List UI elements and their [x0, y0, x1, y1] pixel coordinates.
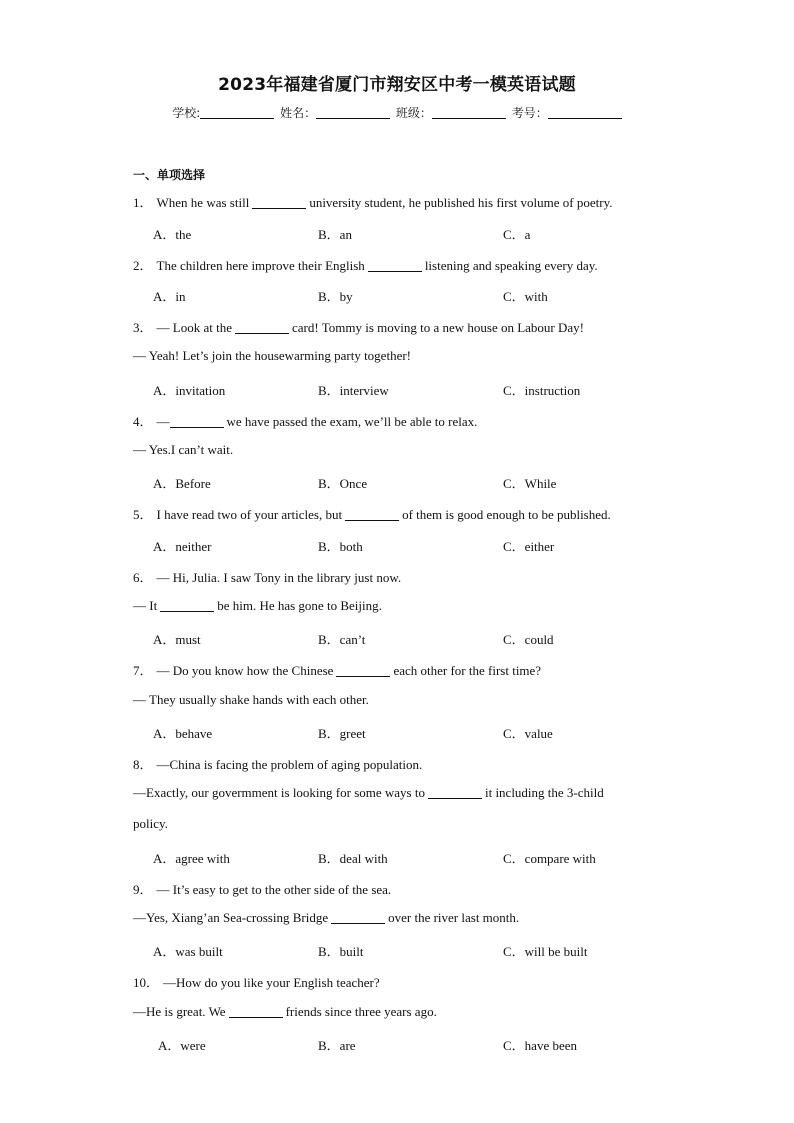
question-6-line-2 — [133, 598, 673, 614]
question-8-line-3 — [133, 816, 673, 832]
option-a[interactable]: A．was built — [153, 944, 223, 959]
option-b[interactable]: B．greet — [318, 726, 366, 741]
option-b[interactable]: B．are — [318, 1038, 356, 1053]
option-c[interactable]: C．have been — [503, 1038, 578, 1053]
exam-no-label: 考号： — [511, 106, 548, 120]
question-10-line-1 — [133, 972, 673, 991]
class-field — [396, 104, 506, 121]
question-text: —He is great. We — [133, 1004, 226, 1019]
question-number: 9． — [133, 882, 153, 897]
answer-blank[interactable] — [252, 196, 306, 209]
option-c[interactable]: C．will be built — [503, 944, 588, 959]
name-field — [280, 104, 390, 121]
answer-blank[interactable] — [368, 259, 422, 272]
question-text: — Yes.I can’t wait. — [133, 442, 234, 457]
question-number: 8． — [133, 757, 153, 772]
option-c[interactable]: C．value — [503, 726, 553, 741]
option-b[interactable]: B．both — [318, 539, 363, 554]
option-b[interactable]: B．Once — [318, 476, 368, 491]
question-text: — It — [133, 598, 158, 613]
question-text: — Yeah! Let’s join the housewarming party together! — [133, 348, 411, 363]
question-number: 10． — [133, 975, 160, 990]
question-3-line-1 — [133, 317, 673, 336]
question-text: listening and speaking every day. — [424, 258, 598, 273]
question-text: it including the 3-child — [484, 785, 604, 800]
option-c[interactable]: C．a — [503, 227, 531, 242]
question-text: friends since three years ago. — [285, 1004, 437, 1019]
answer-blank[interactable] — [229, 1005, 283, 1018]
option-a[interactable]: A．agree with — [153, 851, 230, 866]
question-number: 3． — [133, 320, 153, 335]
answer-blank[interactable] — [160, 599, 214, 612]
question-number: 7． — [133, 663, 153, 678]
answer-blank[interactable] — [170, 415, 224, 428]
answer-blank[interactable] — [336, 664, 390, 677]
option-a[interactable]: A．invitation — [153, 383, 226, 398]
question-text: — Look at the — [156, 320, 232, 335]
option-b[interactable]: B．by — [318, 289, 353, 304]
option-a[interactable]: A．in — [153, 289, 186, 304]
question-7-line-2 — [133, 692, 673, 708]
option-b[interactable]: B．interview — [318, 383, 389, 398]
question-text: The children here improve their English — [156, 258, 365, 273]
question-number: 6． — [133, 570, 153, 585]
question-text: — — [156, 414, 170, 429]
question-number: 5． — [133, 507, 153, 522]
name-blank[interactable] — [316, 106, 390, 119]
option-b[interactable]: B．built — [318, 944, 364, 959]
answer-blank[interactable] — [428, 786, 482, 799]
option-c[interactable]: C．with — [503, 289, 548, 304]
option-c[interactable]: C．could — [503, 632, 554, 647]
question-text: — Hi, Julia. I saw Tony in the library just now. — [156, 570, 402, 585]
question-10-line-2 — [133, 1004, 673, 1020]
question-text: card! Tommy is moving to a new house on Labour Day! — [291, 320, 584, 335]
question-text: of them is good enough to be published. — [402, 507, 611, 522]
class-blank[interactable] — [432, 106, 506, 119]
option-b[interactable]: B．an — [318, 227, 352, 242]
answer-blank[interactable] — [345, 508, 399, 521]
section-title: 一、单项选择 — [133, 168, 206, 182]
question-7-line-1 — [133, 660, 673, 679]
question-6-line-1 — [133, 567, 673, 586]
question-text: be him. He has gone to Beijing. — [217, 598, 382, 613]
question-text: —How do you like your English teacher? — [163, 975, 380, 990]
question-text: — They usually shake hands with each other. — [133, 692, 369, 707]
question-text: I have read two of your articles, but — [156, 507, 343, 522]
option-c[interactable]: C．either — [503, 539, 555, 554]
option-a[interactable]: A．were — [158, 1038, 206, 1053]
answer-blank[interactable] — [235, 321, 289, 334]
option-c[interactable]: C．While — [503, 476, 557, 491]
option-a[interactable]: A．Before — [153, 476, 211, 491]
question-number: 1． — [133, 195, 153, 210]
question-text: university student, he published his first volume of poetry. — [309, 195, 613, 210]
question-text: When he was still — [156, 195, 250, 210]
question-4-line-1 — [133, 411, 673, 430]
question-text: — Do you know how the Chinese — [156, 663, 334, 678]
question-8-line-2 — [133, 785, 673, 801]
question-text: —Yes, Xiang’an Sea-crossing Bridge — [133, 910, 329, 925]
option-b[interactable]: B．can’t — [318, 632, 366, 647]
exam-no-blank[interactable] — [548, 106, 622, 119]
student-info-line — [0, 104, 794, 121]
question-8-line-1 — [133, 754, 673, 773]
name-label: 姓名： — [280, 106, 317, 120]
school-field — [172, 104, 274, 121]
answer-blank[interactable] — [331, 911, 385, 924]
question-text: we have passed the exam, we’ll be able to relax. — [226, 414, 478, 429]
question-number: 2． — [133, 258, 153, 273]
question-text: —Exactly, our govermment is looking for some ways to — [133, 785, 425, 800]
class-label: 班级： — [395, 106, 432, 120]
question-1-line-1 — [133, 192, 673, 211]
option-c[interactable]: C．compare with — [503, 851, 596, 866]
school-blank[interactable] — [200, 106, 274, 119]
option-c[interactable]: C．instruction — [503, 383, 581, 398]
exam-no-field — [512, 104, 622, 121]
question-4-line-2 — [133, 442, 673, 458]
option-a[interactable]: A．the — [153, 227, 192, 242]
question-number: 4． — [133, 414, 153, 429]
option-a[interactable]: A．behave — [153, 726, 213, 741]
option-b[interactable]: B．deal with — [318, 851, 388, 866]
question-text: —China is facing the problem of aging population. — [156, 757, 423, 772]
question-text: — It’s easy to get to the other side of the sea. — [156, 882, 392, 897]
question-3-line-2 — [133, 348, 673, 364]
school-label: 学校: — [172, 106, 201, 120]
option-a[interactable]: A．neither — [153, 539, 212, 554]
page-title: 2023年福建省厦门市翔安区中考一模英语试题 — [218, 75, 576, 95]
question-5-line-1 — [133, 504, 673, 523]
question-text: over the river last month. — [388, 910, 520, 925]
question-2-line-1 — [133, 255, 673, 274]
question-text: policy. — [133, 816, 168, 831]
question-text: each other for the first time? — [393, 663, 542, 678]
option-a[interactable]: A．must — [153, 632, 201, 647]
question-9-line-2 — [133, 910, 673, 926]
question-9-line-1 — [133, 879, 673, 898]
